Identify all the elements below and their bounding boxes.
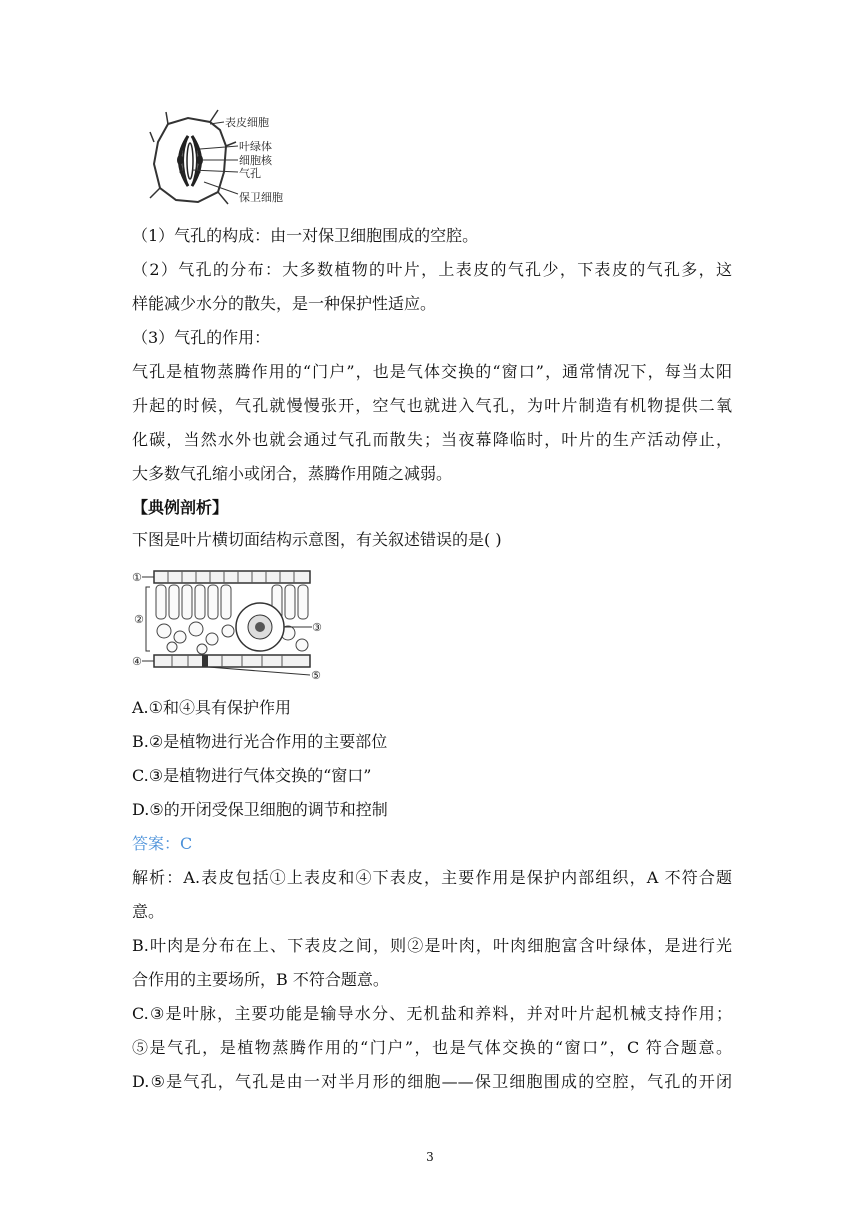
- analysis-line: 合作用的主要场所，B 不符合题意。: [132, 970, 389, 989]
- analysis-line: 意。: [132, 902, 165, 921]
- analysis-line: D.⑤是气孔，气孔是由一对半月形的细胞——保卫细胞围成的空腔，气孔的开闭: [132, 1072, 732, 1091]
- option-d: D.⑤的开闭受保卫细胞的调节和控制: [132, 800, 388, 819]
- marker-stoma: ⑤: [311, 669, 321, 682]
- text-line: （2）气孔的分布：大多数植物的叶片，上表皮的气孔少，下表皮的气孔多，这: [132, 260, 732, 279]
- option-c: C.③是植物进行气体交换的“窗口”: [132, 766, 372, 785]
- section-title: 【典例剖析】: [132, 498, 229, 517]
- stomata-diagram: [148, 102, 288, 210]
- text-line: 大多数气孔缩小或闭合，蒸腾作用随之减弱。: [132, 464, 453, 483]
- label-stoma: 气孔: [239, 167, 261, 180]
- text-line: 样能减少水分的散失，是一种保护性适应。: [132, 294, 437, 313]
- leaf-cross-section-diagram: [132, 565, 324, 683]
- label-epidermal-cell: 表皮细胞: [225, 116, 269, 129]
- text-line: （3）气孔的作用：: [132, 328, 271, 347]
- text-line: 升起的时候，气孔就慢慢张开，空气也就进入气孔，为叶片制造有机物提供二氧: [132, 396, 732, 415]
- analysis-line: 解析：A.表皮包括①上表皮和④下表皮，主要作用是保护内部组织，A 不符合题: [132, 868, 732, 887]
- option-b: B.②是植物进行光合作用的主要部位: [132, 732, 388, 751]
- marker-lower-epidermis: ④: [132, 655, 142, 668]
- analysis-line: ⑤是气孔，是植物蒸腾作用的“门户”，也是气体交换的“窗口”，C 符合题意。: [132, 1038, 732, 1057]
- label-chloroplast: 叶绿体: [239, 140, 272, 153]
- label-guard-cell: 保卫细胞: [239, 191, 283, 204]
- page-number: 3: [426, 1150, 434, 1164]
- label-nucleus: 细胞核: [239, 154, 272, 167]
- text-line: 气孔是植物蒸腾作用的“门户”，也是气体交换的“窗口”，通常情况下，每当太阳: [132, 362, 732, 381]
- marker-vein: ③: [312, 621, 322, 634]
- answer-text: 答案：C: [132, 834, 193, 853]
- text-line: 化碳，当然水外也就会通过气孔而散失；当夜幕降临时，叶片的生产活动停止，: [132, 430, 732, 449]
- marker-upper-epidermis: ①: [132, 571, 142, 584]
- option-a: A.①和④具有保护作用: [132, 698, 291, 717]
- analysis-line: C.③是叶脉，主要功能是输导水分、无机盐和养料，并对叶片起机械支持作用；: [132, 1004, 732, 1023]
- question-text: 下图是叶片横切面结构示意图，有关叙述错误的是( ): [132, 530, 502, 549]
- analysis-line: B.叶肉是分布在上、下表皮之间，则②是叶肉，叶肉细胞富含叶绿体，是进行光: [132, 936, 732, 955]
- marker-mesophyll: ②: [134, 613, 144, 626]
- text-line: （1）气孔的构成：由一对保卫细胞围成的空腔。: [132, 226, 479, 245]
